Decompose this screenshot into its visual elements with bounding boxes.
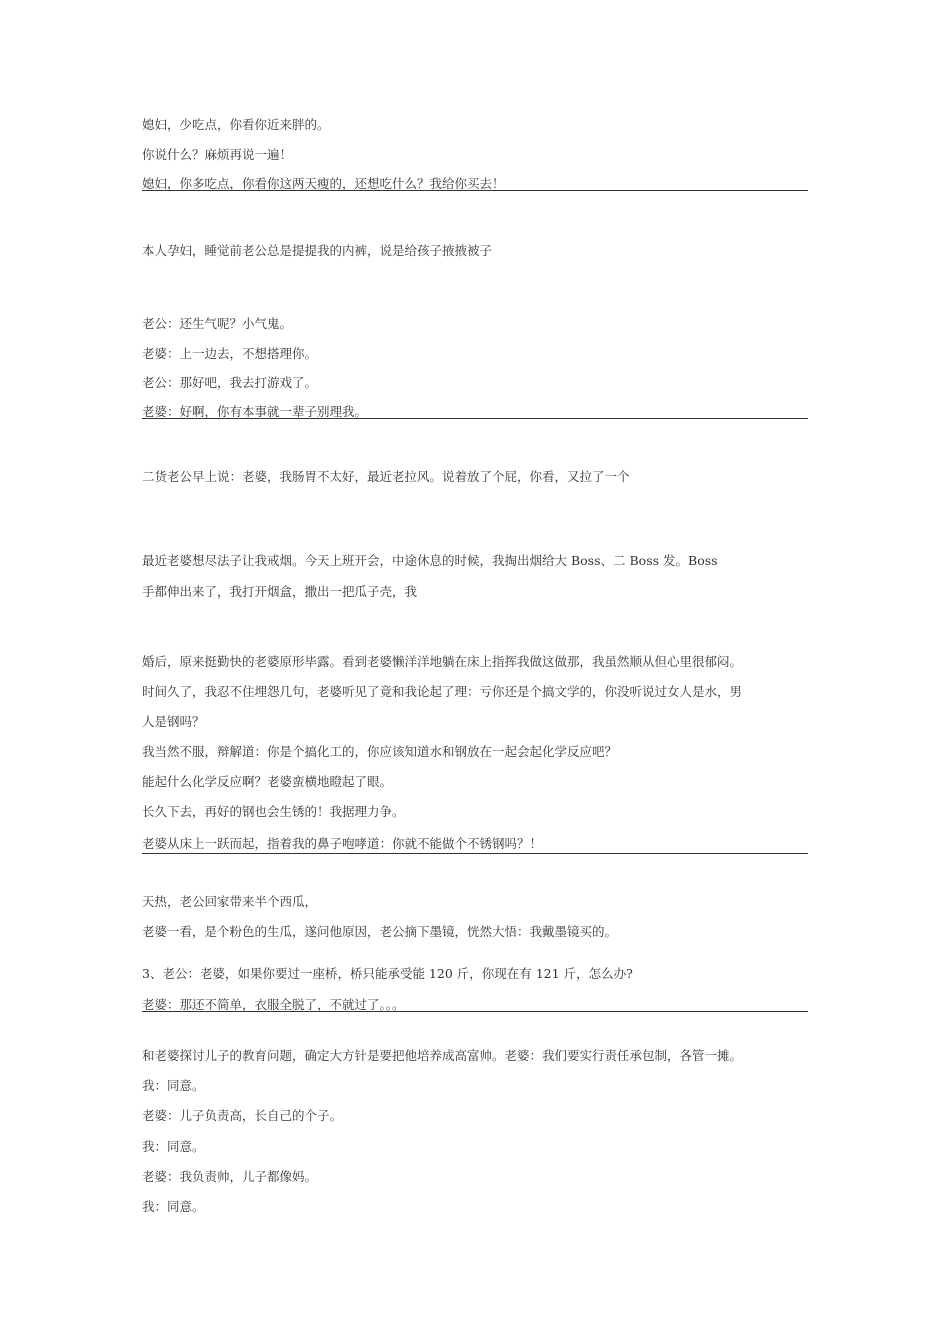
separator-rule (142, 1011, 808, 1012)
joke-7-line-1: 天热，老公回家带来半个西瓜， (142, 894, 318, 909)
joke-5-line-1: 最近老婆想尽法子让我戒烟。今天上班开会，中途休息的时候，我掏出烟给大 Boss、二 Boss 发。Boss (142, 553, 718, 568)
joke-8-line-1: 3、老公：老婆，如果你要过一座桥，桥只能承受能 120 斤，你现在有 121 斤，怎么办? (142, 966, 633, 981)
joke-1-line-2: 你说什么？麻烦再说一遍！ (142, 147, 293, 162)
joke-7-line-2: 老婆一看，是个粉色的生瓜，遂问他原因，老公摘下墨镜，恍然大悟：我戴墨镜买的。 (142, 924, 618, 939)
joke-3-line-4: 老婆：好啊，你有本事就一辈子别理我。 (142, 404, 368, 419)
joke-6-line-1: 婚后，原来挺勤快的老婆原形毕露。看到老婆懒洋洋地躺在床上指挥我做这做那，我虽然顺从但心里很郁闷。 (142, 654, 743, 669)
joke-4-line-1: 二货老公早上说：老婆，我肠胃不太好，最近老拉风。说着放了个屁，你看，又拉了一个 (142, 469, 630, 484)
joke-6-line-6: 长久下去，再好的钢也会生锈的！我据理力争。 (142, 804, 405, 819)
joke-9-line-6: 我：同意。 (142, 1199, 205, 1214)
joke-6-line-7: 老婆从床上一跃而起，指着我的鼻子咆哮道：你就不能做个不锈钢吗？！ (142, 836, 543, 851)
joke-9-line-1: 和老婆探讨儿子的教育问题，确定大方针是要把他培养成高富帅。老婆：我们要实行责任承包制，各管一摊。 (142, 1048, 743, 1063)
joke-5-line-2: 手都伸出来了，我打开烟盒，撒出一把瓜子壳，我 (142, 584, 418, 599)
joke-9-line-3: 老婆：儿子负责高，长自己的个子。 (142, 1108, 343, 1123)
joke-6-line-5: 能起什么化学反应啊？老婆蛮横地瞪起了眼。 (142, 774, 393, 789)
joke-6-line-2: 时间久了，我忍不住埋怨几句，老婆听见了竟和我论起了理：亏你还是个搞文学的，你没听说过女人是水，男 (142, 684, 743, 699)
joke-9-line-2: 我：同意。 (142, 1078, 205, 1093)
joke-9-line-4: 我：同意。 (142, 1139, 205, 1154)
joke-3-line-1: 老公：还生气呢？小气鬼。 (142, 316, 293, 331)
joke-3-line-2: 老婆：上一边去，不想搭理你。 (142, 346, 318, 361)
joke-2-line-1: 本人孕妇，睡觉前老公总是提提我的内裤，说是给孩子掖掖被子 (142, 243, 493, 258)
joke-1-line-3: 媳妇，你多吃点，你看你这两天瘦的，还想吃什么？我给你买去！ (142, 176, 505, 191)
joke-6-line-4: 我当然不服，辩解道：你是个搞化工的，你应该知道水和钢放在一起会起化学反应吧？ (142, 744, 618, 759)
separator-rule (142, 418, 808, 419)
separator-rule (142, 190, 808, 191)
joke-8-line-2: 老婆：那还不简单，衣服全脱了，不就过了。。。 (142, 997, 405, 1012)
joke-9-line-5: 老婆：我负责帅，儿子都像妈。 (142, 1169, 318, 1184)
joke-6-line-3: 人是钢吗？ (142, 714, 205, 729)
joke-1-line-1: 媳妇，少吃点，你看你近来胖的。 (142, 117, 330, 132)
joke-3-line-3: 老公：那好吧，我去打游戏了。 (142, 375, 318, 390)
separator-rule (142, 853, 808, 854)
